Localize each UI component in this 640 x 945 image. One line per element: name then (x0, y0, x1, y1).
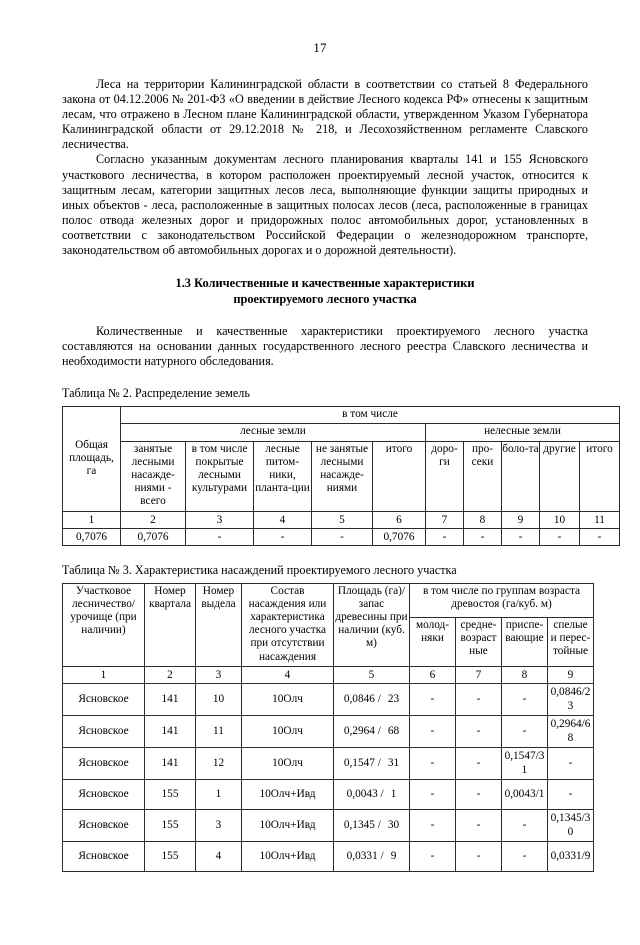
table-3-cell-young: - (410, 747, 456, 779)
table-3-cell-mature: - (548, 779, 594, 809)
table-2-cell-5: - (312, 528, 373, 545)
table-2-cell-3: - (186, 528, 254, 545)
table-2-th-col-5: не занятые лесными насажде-ниями (312, 441, 373, 511)
stock-value: 30 (387, 818, 400, 831)
table-3-cell-quarter: 155 (145, 841, 196, 871)
table-3-cell-maturing: - (502, 841, 548, 871)
table-3-cell-area (334, 715, 410, 747)
table-3-cell-middle: - (456, 715, 502, 747)
area-value: 0,1345 / (343, 818, 381, 831)
table-2-th-including: в том числе (121, 407, 620, 424)
table-3-cell-forestry: Ясновское (63, 683, 145, 715)
table-row (63, 779, 594, 809)
table-3-cell-composition: 10Олч+Ивд (242, 809, 334, 841)
table-3-column-numbers-row (63, 666, 594, 683)
page-number: 17 (313, 40, 327, 55)
table-3-num-9: 9 (548, 666, 594, 683)
table-2-num-8: 8 (464, 511, 502, 528)
table-3-num-2: 2 (145, 666, 196, 683)
paragraph-section-body: Количественные и качественные характеристики проектируемого лесного участка составляются на основании данных государственного лесного реестра Славского лесничества и необходимости натурного обследования. (62, 323, 588, 369)
paragraph-forest-status: Леса на территории Калининградской области в соответствии со статьей 8 Федерального закона от 04.12.2006 № 201-ФЗ «О введении в действие Лесного кодекса РФ» отнесены к защитным лесам, что отражено в Лесном плане Калининградской области, утвержденном Указом Губернатора Калининградской области от 29.12.2018 № 218, и Лесохозяйственном регламенте Славского лесничества. (62, 77, 588, 152)
table-row (63, 841, 594, 871)
table-2-caption: Таблица № 2. Распределение земель (62, 386, 250, 401)
section-heading-line1: 1.3 Количественные и качественные характеристики (175, 276, 475, 291)
table-row (63, 715, 594, 747)
area-value: 0,0043 / (346, 787, 384, 800)
table-2-header-row-2 (63, 424, 620, 441)
table-2-th-col-3: в том числе покрытые лесными культурами (186, 441, 254, 511)
table-3-th-composition: Состав насаждения или характеристика лесного участка при отсутствии насаждения (242, 583, 334, 666)
table-2-num-1: 1 (63, 511, 121, 528)
table-2-num-4: 4 (254, 511, 312, 528)
section-heading (62, 276, 588, 307)
table-3-cell-forestry: Ясновское (63, 779, 145, 809)
table-3-header-row-1 (63, 583, 594, 617)
table-3-cell-quarter: 141 (145, 715, 196, 747)
table-3-cell-young: - (410, 715, 456, 747)
table-3-num-6: 6 (410, 666, 456, 683)
table-2-cell-8: - (464, 528, 502, 545)
table-3-caption: Таблица № 3. Характеристика насаждений проектируемого лесного участка (62, 562, 457, 577)
table-2-num-10: 10 (540, 511, 580, 528)
table-stand-characteristics (62, 583, 594, 872)
table-3-cell-plot: 3 (196, 809, 242, 841)
table-row (63, 528, 620, 545)
table-2-cell-7: - (426, 528, 464, 545)
table-3-cell-maturing: - (502, 683, 548, 715)
table-3-cell-mature: 0,0331/9 (548, 841, 594, 871)
table-3-cell-plot: 4 (196, 841, 242, 871)
stock-value: 31 (387, 756, 400, 769)
table-2-cell-1: 0,7076 (63, 528, 121, 545)
table-2-cell-9: - (502, 528, 540, 545)
table-3-cell-middle: - (456, 841, 502, 871)
area-value: 0,0331 / (346, 849, 384, 862)
table-2-cell-10: - (540, 528, 580, 545)
table-3-cell-composition: 10Олч+Ивд (242, 779, 334, 809)
table-3-cell-composition: 10Олч+Ивд (242, 841, 334, 871)
table-2-th-nonforest-lands: нелесные земли (426, 424, 620, 441)
table-3-cell-mature: - (548, 747, 594, 779)
table-row (63, 809, 594, 841)
stock-value: 9 (390, 849, 397, 862)
table-3-cell-mature: 0,0846/23 (548, 683, 594, 715)
table-3-cell-middle: - (456, 779, 502, 809)
table-3-cell-forestry: Ясновское (63, 747, 145, 779)
table-2-num-5: 5 (312, 511, 373, 528)
table-3-cell-young: - (410, 779, 456, 809)
table-2-cell-4: - (254, 528, 312, 545)
table-3-num-8: 8 (502, 666, 548, 683)
table-3-cell-young: - (410, 809, 456, 841)
table-3-cell-maturing: 0,0043/1 (502, 779, 548, 809)
table-2-column-numbers-row (63, 511, 620, 528)
table-3-th-area-stock: Площадь (га)/ запас древесины при наличии (куб. м) (334, 583, 410, 666)
table-2-num-11: 11 (580, 511, 620, 528)
table-3-th-plot: Номер выдела (196, 583, 242, 666)
table-2-th-col-9: боло-та (502, 441, 540, 511)
table-2-th-col-6: итого (373, 441, 426, 511)
table-3-cell-maturing: 0,1547/31 (502, 747, 548, 779)
table-3-cell-plot: 10 (196, 683, 242, 715)
area-value: 0,2964 / (343, 724, 381, 737)
document-body (0, 77, 640, 872)
table-3-cell-area (334, 779, 410, 809)
table-2-th-total-area: Общая площадь, га (63, 407, 121, 511)
table-3-cell-quarter: 155 (145, 779, 196, 809)
table-3-th-young: молод-няки (410, 617, 456, 666)
table-2-th-col-7: доро-ги (426, 441, 464, 511)
area-value: 0,1547 / (343, 756, 381, 769)
table-2-header-row-3 (63, 441, 620, 511)
table-3-cell-area (334, 683, 410, 715)
table-3-cell-mature: 0,1345/30 (548, 809, 594, 841)
table-3-cell-composition: 10Олч (242, 715, 334, 747)
table-3-cell-area (334, 841, 410, 871)
table-3-num-7: 7 (456, 666, 502, 683)
table-3-th-age-groups: в том числе по группам возраста древостоя (га/куб. м) (410, 583, 594, 617)
table-3-cell-young: - (410, 683, 456, 715)
table-row (63, 747, 594, 779)
section-heading-line2: проектируемого лесного участка (233, 291, 417, 306)
table-3-th-forestry: Участковое лесничество/ урочище (при наличии) (63, 583, 145, 666)
table-2-th-col-10: другие (540, 441, 580, 511)
table-2-th-col-11: итого (580, 441, 620, 511)
table-2-cell-6: 0,7076 (373, 528, 426, 545)
table-3-th-middle-aged: средне-возраст ные (456, 617, 502, 666)
table-3-num-3: 3 (196, 666, 242, 683)
table-2-num-3: 3 (186, 511, 254, 528)
table-3-cell-plot: 12 (196, 747, 242, 779)
table-3-cell-quarter: 141 (145, 747, 196, 779)
table-2-th-col-8: про-секи (464, 441, 502, 511)
table-3-th-quarter: Номер квартала (145, 583, 196, 666)
table-3-cell-plot: 1 (196, 779, 242, 809)
table-2-num-2: 2 (121, 511, 186, 528)
table-3-cell-quarter: 155 (145, 809, 196, 841)
table-3-num-5: 5 (334, 666, 410, 683)
table-3-cell-middle: - (456, 747, 502, 779)
table-3-th-mature: спелые и перес-тойные (548, 617, 594, 666)
table-3-num-4: 4 (242, 666, 334, 683)
paragraph-quarters-category: Согласно указанным документам лесного планирования кварталы 141 и 155 Ясновского участкового лесничества, в котором расположен проектируемый лесной участок, относится к защитным лесам, категории защитных лесов леса, выполняющие функции защиты природных и иных объектов - леса, расположенные в защитных полосах лесов (леса, расположенные в границах полос отвода железных дорог и придорожных полос автомобильных дорог, установленных в соответствии с законодательством Российской Федерации о железнодорожном транспорте, законодательством об автомобильных дорогах и о дорожной деятельности). (62, 152, 588, 258)
table-3-cell-mature: 0,2964/68 (548, 715, 594, 747)
table-3-cell-maturing: - (502, 715, 548, 747)
stock-value: 1 (390, 787, 397, 800)
table-3-cell-area (334, 809, 410, 841)
document-page (0, 40, 640, 945)
stock-value: 23 (387, 692, 400, 705)
table-2-th-forest-lands: лесные земли (121, 424, 426, 441)
table-3-cell-forestry: Ясновское (63, 809, 145, 841)
table-3-cell-composition: 10Олч (242, 683, 334, 715)
table-2-th-col-4: лесные питом-ники, планта-ции (254, 441, 312, 511)
table-3-cell-middle: - (456, 809, 502, 841)
table-3-cell-maturing: - (502, 809, 548, 841)
table-3-cell-forestry: Ясновское (63, 841, 145, 871)
table-3-num-1: 1 (63, 666, 145, 683)
table-2-th-col-2: занятые лесными насажде-ниями - всего (121, 441, 186, 511)
table-3-cell-forestry: Ясновское (63, 715, 145, 747)
table-row (63, 683, 594, 715)
table-3-cell-young: - (410, 841, 456, 871)
table-3-cell-middle: - (456, 683, 502, 715)
table-2-num-7: 7 (426, 511, 464, 528)
table-land-distribution (62, 406, 620, 545)
table-2-num-6: 6 (373, 511, 426, 528)
table-2-num-9: 9 (502, 511, 540, 528)
table-3-cell-composition: 10Олч (242, 747, 334, 779)
table-2-header-row-1 (63, 407, 620, 424)
stock-value: 68 (387, 724, 400, 737)
table-2-cell-11: - (580, 528, 620, 545)
table-3-cell-quarter: 141 (145, 683, 196, 715)
table-3-th-maturing: приспе-вающие (502, 617, 548, 666)
table-3-cell-plot: 11 (196, 715, 242, 747)
area-value: 0,0846 / (343, 692, 381, 705)
table-3-cell-area (334, 747, 410, 779)
table-2-cell-2: 0,7076 (121, 528, 186, 545)
